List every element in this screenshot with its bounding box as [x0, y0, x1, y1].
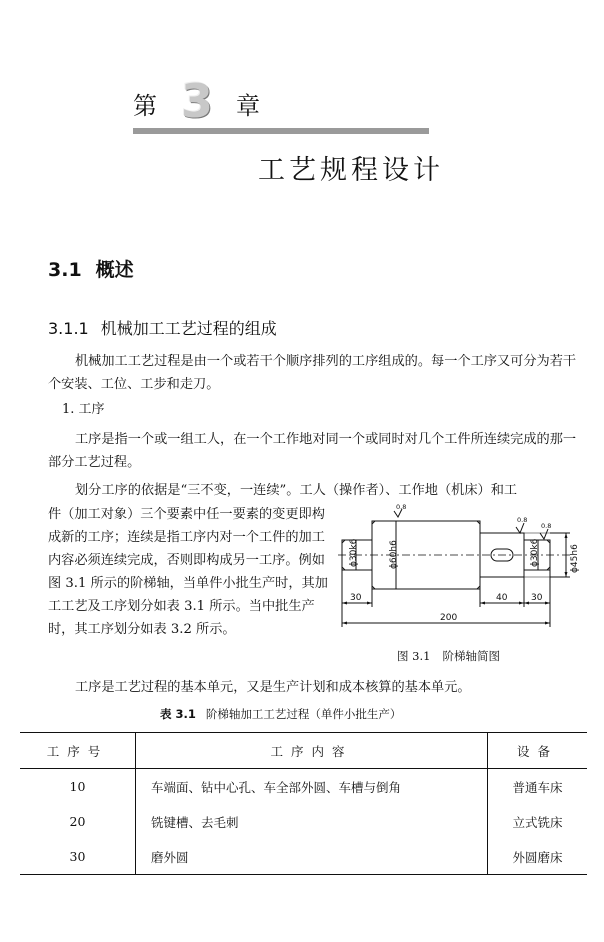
table-row [20, 839, 587, 875]
dim-right-length: 30 [531, 593, 543, 603]
cell-process-content: 铣键槽、去毛刺 [136, 804, 488, 839]
chapter-prefix: 第 [133, 92, 158, 120]
header-equipment: 设备 [488, 733, 588, 769]
section-number: 3.1 [48, 259, 82, 281]
figure-caption-number: 图 3.1 [397, 649, 431, 663]
paragraph-process-unit: 工序是工艺过程的基本单元，又是生产计划和成本核算的基本单元。 [75, 680, 471, 695]
figure-caption-text: 阶梯轴简图 [442, 649, 500, 663]
header-process-number: 工序号 [20, 733, 136, 769]
roughness-label-3: 0.8 [541, 522, 552, 530]
cell-equipment: 外圆磨床 [488, 839, 588, 875]
figure-caption [397, 648, 500, 664]
paragraph-process-basis-cont: 件（加工对象）三个要素中任一要素的变更即构成新的工序；连续是指工序内对一个工件的加工内容必须连续完成，否则即构成另一工序。例如图 3.1 所示的阶梯轴，当单件小批生产时，其加工工艺及工序划分如表 3.1 所示。当中批生产时，其工序划分如表 3.2 所示。 [48, 507, 328, 637]
paragraph-process-definition: 工序是指一个或一组工人，在一个工作地对同一个或同时对几个工件所连续完成的那一部分工艺过程。 [48, 432, 577, 470]
dim-key-length: 40 [496, 593, 508, 603]
process-table [20, 732, 587, 875]
dim-left-diameter: ϕ30k6 [349, 538, 359, 567]
cell-process-number: 30 [20, 839, 136, 875]
cell-process-number: 20 [20, 804, 136, 839]
table-caption [160, 706, 401, 722]
cell-process-content: 磨外圆 [136, 839, 488, 875]
table-header-row [20, 733, 587, 769]
dim-total-length: 200 [440, 613, 458, 623]
cell-equipment: 立式铣床 [512, 814, 563, 830]
stepped-shaft-figure [334, 503, 588, 629]
chapter-number: 3 [180, 74, 213, 128]
table-row [20, 804, 587, 839]
list-heading-process: 1. 工序 [62, 402, 105, 417]
cell-process-content: 车端面、钻中心孔、车全部外圆、车槽与倒角 [136, 769, 488, 805]
dim-right-diameter: ϕ30k6 [530, 538, 540, 567]
cell-equipment: 普通车床 [512, 779, 563, 795]
table-row [20, 769, 587, 805]
paragraph-process-basis: 划分工序的依据是“三不变，一连续”。工人（操作者）、工作地（机床）和工 [75, 483, 518, 498]
paragraph-intro: 机械加工工艺过程是由一个或若干个顺序排列的工序组成的。每一个工序又可分为若干个安装、工位、工步和走刀。 [48, 354, 577, 392]
subsection-title: 机械加工工艺过程的组成 [100, 319, 277, 338]
dim-far-diameter: ϕ45h6 [570, 544, 580, 573]
chapter-suffix: 章 [236, 92, 260, 120]
subsection-heading [48, 316, 277, 339]
subsection-number: 3.1.1 [48, 319, 89, 338]
roughness-label-1: 0.8 [396, 503, 407, 511]
table-caption-text: 阶梯轴加工工艺过程（单件小批生产） [205, 707, 402, 721]
section-heading [48, 255, 134, 282]
roughness-label-2: 0.8 [517, 516, 528, 524]
chapter-divider [133, 128, 429, 134]
header-process-content: 工序内容 [136, 733, 488, 769]
dim-left-length: 30 [350, 593, 362, 603]
cell-process-number: 10 [20, 769, 136, 805]
section-title: 概述 [95, 259, 134, 281]
dim-middle-diameter: ϕ60h6 [389, 540, 399, 569]
chapter-title: 工艺规程设计 [258, 155, 444, 186]
table-caption-number: 表 3.1 [160, 707, 196, 721]
